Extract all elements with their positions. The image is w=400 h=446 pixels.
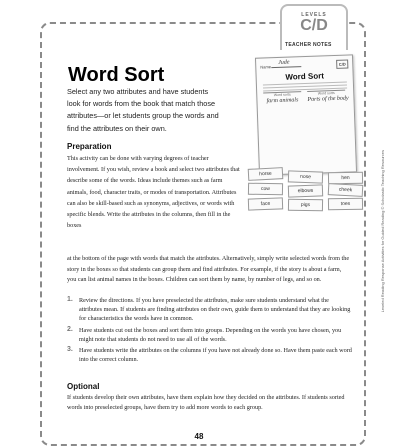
- word-tile: toes: [328, 198, 363, 211]
- levels-code: C/D: [300, 17, 328, 34]
- worksheet-name-line: [271, 66, 301, 68]
- page-number: 48: [192, 432, 206, 444]
- optional-heading: Optional: [67, 382, 100, 391]
- word-tile: cheek: [328, 183, 364, 197]
- teacher-notes-label: TEACHER NOTES: [285, 42, 332, 48]
- step-number: 3.: [67, 346, 73, 354]
- intro-text: Select any two attributes and have students look for words from the book that match those attributes—or let students group the words and find the attributes on their own.: [67, 87, 219, 133]
- steps-list: [67, 296, 352, 366]
- step-text: Review the directions. If you have preselected the attributes, make sure students understand what the attributes mean. If students are finding attributes on their own, guide them to understand that they are looking for characteristics the words have in common.: [79, 297, 351, 323]
- step-item: [67, 296, 352, 324]
- page-title: Word Sort: [68, 64, 165, 86]
- worksheet-column-2: [307, 90, 347, 162]
- worksheet-column-heading: Word sorts: [317, 90, 335, 96]
- preparation-text-continued: at the bottom of the page with words that match the attributes. Alternatively, simply write selected words from the story in the boxes so that students can group them and find attributes. For example, if the story is about a farm, you can list animal names in the boxes. Children can sort them by name, by number of legs, and so on.: [67, 255, 350, 284]
- worksheet-thumbnail: [255, 54, 357, 175]
- worksheet-column-attribute: Parts of the body: [307, 95, 349, 103]
- worksheet-level-badge: C/D: [336, 59, 348, 68]
- worksheet-name-value: Jude: [278, 59, 290, 66]
- word-tile: cow: [248, 183, 283, 196]
- worksheet-title: Word Sort: [285, 71, 325, 82]
- word-tile: face: [248, 197, 283, 210]
- step-number: 1.: [67, 296, 73, 303]
- worksheet-column-1: [263, 91, 303, 163]
- side-credit: Leveled Reading Response Activities for Guided Reading © Scholastic Teaching Resources: [380, 150, 385, 313]
- worksheet-column-heading: Word sorts: [273, 92, 291, 98]
- levels-label: LEVELS: [301, 12, 327, 18]
- optional-text: If students develop their own attributes, have them explain how they decided on the attributes. If students sorted words into preselected groups, have them try to add more words to each group.: [67, 394, 345, 412]
- preparation-heading: Preparation: [67, 142, 112, 151]
- preparation-text: This activity can be done with varying degrees of teacher involvement. If you wish, review a book and select two attributes that describe some of the words. Ideas include themes such as farm animals, food, character traits, or modes of transportation. Attributes can also be skill-based such as synonyms, adjectives, or words with specific blends. Write the attributes in the columns, then fill in the boxes: [67, 155, 240, 230]
- step-item: [67, 326, 352, 344]
- word-tile: elbows: [288, 184, 323, 197]
- step-text: Have students cut out the boxes and sort them into groups. Depending on the words you have chosen, you might note that students do not need to use all of the words.: [79, 326, 342, 343]
- step-text: Have students write the attributes on the columns if you have not already done so. Have them paste each word into the correct column.: [79, 347, 352, 364]
- word-tile: nose: [288, 170, 323, 183]
- word-tile: pigs: [288, 199, 323, 212]
- word-tile: hen: [328, 172, 363, 185]
- worksheet-name-label: Name: [260, 64, 272, 70]
- worksheet-column-attribute: farm animals: [266, 97, 299, 105]
- step-item: [67, 346, 352, 364]
- step-number: 2.: [67, 325, 73, 333]
- word-tile: horse: [248, 167, 284, 181]
